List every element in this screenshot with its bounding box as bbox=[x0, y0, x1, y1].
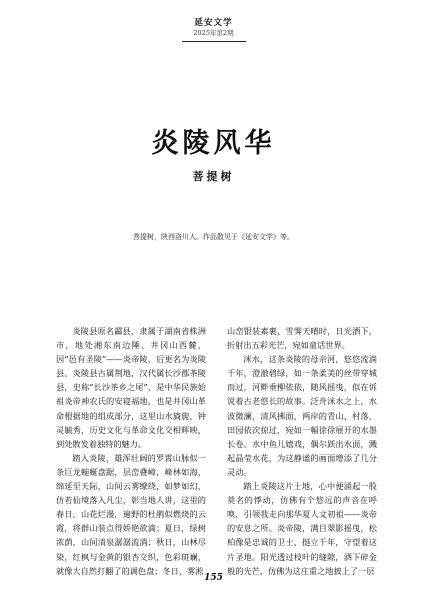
page-number: 155 bbox=[204, 573, 223, 583]
author-bio: 菩提树，陕西洛川人。作品散见于《延安文学》等。 bbox=[133, 233, 294, 241]
header-rule bbox=[182, 41, 246, 42]
paragraph: 踏入炎陵，雄浑壮阔的罗霄山脉似一条巨龙蜿蜒盘踞，层峦叠嶂，峰林如海，绵延至天际，山间云雾缭绕，如梦如幻，仿若仙境落入凡尘，彰当地人讲，这里的春日，山花烂漫，遍野的杜鹃似燃烧的云霞，将群山装点得娇艳欲滴；夏日，绿树浓荫，山间清泉潺潺流淌；秋日，山林尽染，红枫与金黄的银杏交织，色彩斑斓，就像大自然打翻了的调色盘；冬日，雾淞 bbox=[56, 452, 206, 576]
text-column-right bbox=[227, 324, 377, 578]
text-column-left bbox=[56, 324, 206, 578]
paragraph: 山峦银装素裹，雪霁天晴时，日光洒下，折射出五彩光芒，宛如童话世界。 bbox=[227, 326, 377, 351]
article-title: 炎陵风华 bbox=[151, 128, 276, 159]
article-author: 菩提树 bbox=[192, 170, 235, 183]
paragraph: 踏上炎陵这片土地，心中便涌起一股莫名的悸动，仿佛有个悠远的声音在呼唤，引领我走向那华夏人文初祖——炎帝的安息之所。炎帝陵，满目翠影摇曳，松柏像是忠诚的卫士，挺立千年，守望着这片圣地。阳光透过枝叶的缝隙，洒下碎金般的光芒，仿佛为这庄重之地披上了一层 bbox=[227, 481, 377, 576]
issue-label: 2025年第2期 bbox=[193, 29, 234, 37]
running-header bbox=[0, 18, 427, 42]
magazine-name: 延安文学 bbox=[194, 18, 233, 28]
paragraph: 洣水，这条炎陵的母亲河，悠悠流淌千年，澄澈碧绿，如一条柔美的丝带穿城而过，河畔垂柳依依，随风摇曳，似在诉说着古老悠长的故事。泛舟洣水之上，水波微澜，清风拂面，两岸的青山、村落、田园依次掠过，宛如一幅徐徐展开的水墨长卷。水中鱼儿嬉戏，偶尔跃出水面，溅起晶莹水花，为这静谧的画面增添了几分灵动。 bbox=[227, 354, 377, 477]
paragraph: 炎陵县原名酃县，隶属于湖南省株洲市，地处湘东南边陲、井冈山西麓，因“邑有圣陵”——炎帝陵，后更名为炎陵县。炎陵县古属荆地，汉代属长沙郡茶陵县，史称“长沙茶乡之尾”，是中华民族始祖炎帝神农氏的安寝福地，也是井冈山革命根据地的组成部分，这里山水旖旎，钟灵毓秀，历史文化与革命文化交相辉映，到处散发着独特的魅力。 bbox=[56, 326, 206, 449]
